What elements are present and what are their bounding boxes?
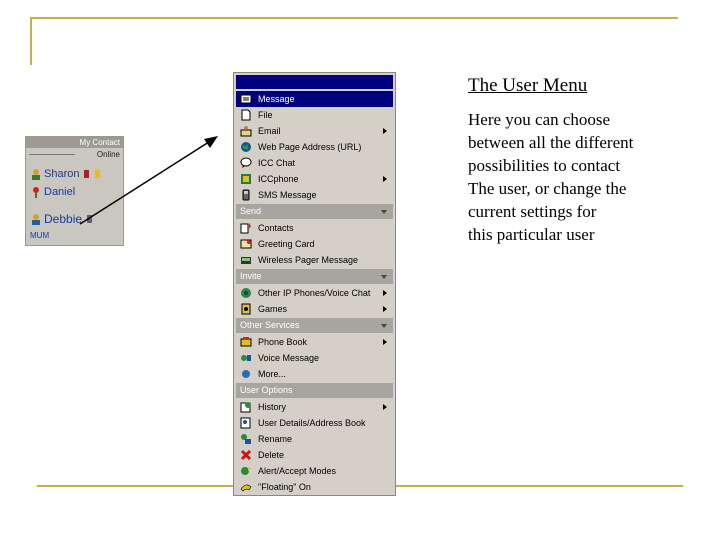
menu-item-label: User Details/Address Book	[258, 418, 366, 428]
menu-item-label: Delete	[258, 450, 285, 460]
menu-item-sms-message[interactable]	[236, 187, 393, 203]
menu-item-floating[interactable]	[236, 479, 393, 495]
submenu-arrow-icon	[383, 176, 387, 182]
contact-name: MUM	[30, 231, 50, 240]
history-icon	[240, 401, 252, 413]
body-line: possibilities to contact	[468, 156, 621, 175]
section-label: Invite	[240, 271, 262, 281]
menu-item-label: Games	[258, 304, 288, 314]
menu-item-games[interactable]	[236, 301, 393, 317]
pager-icon	[240, 254, 252, 266]
menu-item-label: Other IP Phones/Voice Chat	[258, 288, 371, 298]
section-label: User Options	[240, 385, 293, 395]
menu-item-icc-chat[interactable]	[236, 155, 393, 171]
section-send[interactable]	[236, 204, 393, 219]
menu-item-more[interactable]	[236, 366, 393, 382]
user-details-icon	[240, 417, 252, 429]
floating-icon	[240, 481, 252, 493]
email-icon	[240, 125, 252, 137]
file-icon	[240, 109, 252, 121]
menu-item-delete[interactable]	[236, 447, 393, 463]
sms-icon	[240, 189, 252, 201]
menu-item-message[interactable]	[236, 91, 393, 107]
menu-item-label: SMS Message	[258, 190, 317, 200]
menu-item-label: Contacts	[258, 223, 294, 233]
menu-item-label: Voice Message	[258, 353, 320, 363]
contact-name: Sharon	[44, 168, 80, 180]
menu-item-wireless-pager[interactable]	[236, 252, 393, 268]
contact-list-header: My Contact	[26, 137, 123, 148]
menu-item-label: "Floating" On	[258, 482, 311, 492]
online-group-label: Online	[26, 150, 123, 159]
menu-item-rename[interactable]	[236, 431, 393, 447]
menu-item-user-details[interactable]	[236, 415, 393, 431]
contacts-icon	[240, 222, 252, 234]
menu-item-history[interactable]	[236, 399, 393, 415]
chat-icon	[240, 157, 252, 169]
menu-item-label: Alert/Accept Modes	[258, 466, 337, 476]
menu-item-label: ICCphone	[258, 174, 299, 184]
contact-name: Daniel	[44, 186, 76, 198]
message-icon	[240, 93, 252, 105]
menu-item-voice-message[interactable]	[236, 350, 393, 366]
menu-item-label: Web Page Address (URL)	[258, 142, 362, 152]
user-menu	[233, 72, 396, 496]
globe-icon	[240, 141, 252, 153]
menu-item-other-ip-phones[interactable]	[236, 285, 393, 301]
menu-item-label: Email	[258, 126, 281, 136]
phone-book-icon	[240, 336, 252, 348]
section-user-options[interactable]	[236, 383, 393, 398]
chevron-down-icon	[381, 324, 387, 328]
section-label: Send	[240, 206, 262, 216]
menu-item-contacts[interactable]	[236, 220, 393, 236]
submenu-arrow-icon	[383, 404, 387, 410]
body-line: The user, or change the	[468, 179, 627, 198]
menu-item-phone-book[interactable]	[236, 334, 393, 350]
menu-item-label: History	[258, 402, 287, 412]
menu-item-email[interactable]	[236, 123, 393, 139]
body-line: this particular user	[468, 225, 595, 244]
menu-item-label: File	[258, 110, 273, 120]
rename-icon	[240, 433, 252, 445]
submenu-arrow-icon	[383, 339, 387, 345]
menu-item-greeting-card[interactable]	[236, 236, 393, 252]
section-other-services[interactable]	[236, 318, 393, 333]
menu-item-label: Phone Book	[258, 337, 308, 347]
games-icon	[240, 303, 252, 315]
slide-body	[468, 108, 708, 246]
submenu-arrow-icon	[383, 290, 387, 296]
phone-icon	[240, 173, 252, 185]
section-invite[interactable]	[236, 269, 393, 284]
body-line: between all the different	[468, 133, 634, 152]
more-icon	[240, 368, 252, 380]
body-line: current settings for	[468, 202, 597, 221]
section-label: Other Services	[240, 320, 300, 330]
chevron-down-icon	[381, 210, 387, 214]
menu-item-file[interactable]	[236, 107, 393, 123]
contact-name: Debbie	[44, 212, 83, 226]
slide-title: The User Menu	[468, 75, 588, 96]
menu-item-alert-accept-modes[interactable]	[236, 463, 393, 479]
chevron-down-icon	[381, 275, 387, 279]
menu-item-label: Greeting Card	[258, 239, 315, 249]
alert-icon	[240, 465, 252, 477]
ip-phone-icon	[240, 287, 252, 299]
menu-item-iccphone[interactable]	[236, 171, 393, 187]
menu-item-web-page-address[interactable]	[236, 139, 393, 155]
submenu-arrow-icon	[383, 128, 387, 134]
voice-message-icon	[240, 352, 252, 364]
menu-item-label: ICC Chat	[258, 158, 296, 168]
greeting-card-icon	[240, 238, 252, 250]
delete-icon	[240, 449, 252, 461]
menu-title-bar	[236, 75, 393, 89]
menu-item-label: More...	[258, 369, 287, 379]
menu-item-label: Message	[258, 94, 295, 104]
body-line: Here you can choose	[468, 110, 611, 129]
menu-item-label: Wireless Pager Message	[258, 255, 359, 265]
menu-item-label: Rename	[258, 434, 293, 444]
submenu-arrow-icon	[383, 306, 387, 312]
